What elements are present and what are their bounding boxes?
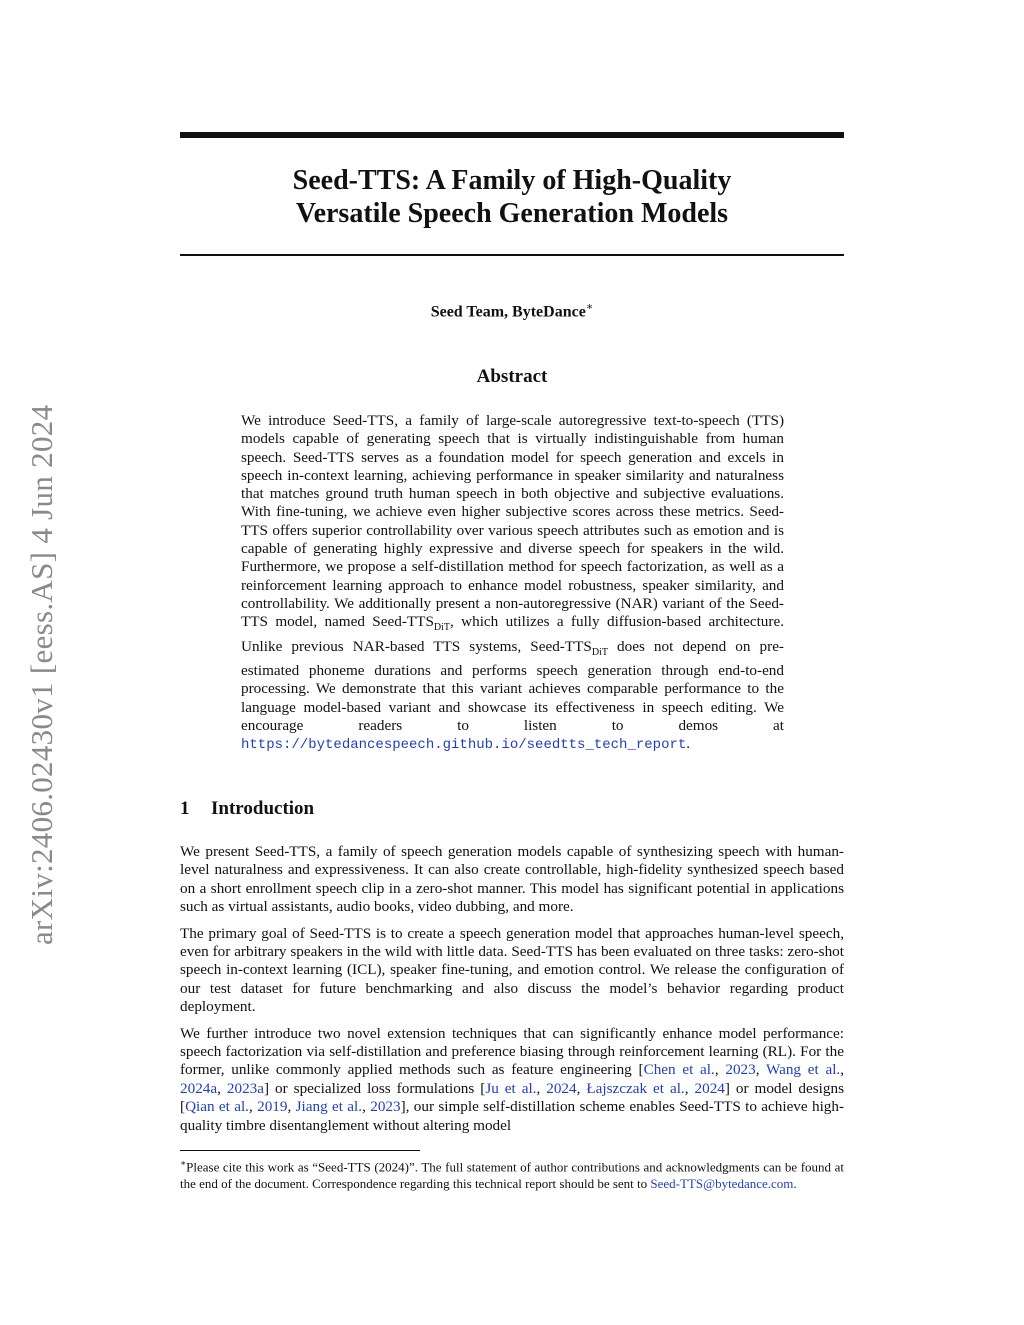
footnote-text: Please cite this work as “Seed-TTS (2024)”. The full statement of author contributions and acknowledgments can be found at the end of the document. Correspondence regarding this technical report should be sent to	[180, 1159, 844, 1191]
abstract-text: We introduce Seed-TTS, a family of large-scale autoregressive text-to-speech (TTS) models capable of generating speech that is virtually indistinguishable from human speech. Seed-TTS serves as a foundation model for speech generation and excels in speech in-context learning, achieving performance in speaker similarity and naturalness that matches ground truth human speech in both objective and subjective evaluations. With fine-tuning, we achieve even higher subjective scores across these metrics. Seed-TTS offers superior controllability over various speech attributes such as emotion and is capable of generating highly expressive and diverse speech for speakers in the wild. Furthermore, we propose a self-distillation method for speech factorization, as well as a reinforcement learning approach to enhance model robustness, speaker similarity, and controllability. We additionally present a non-autoregressive (NAR) variant of the Seed-TTS model, named Seed-TTS	[241, 412, 784, 631]
citation-link[interactable]: Wang et al.	[765, 1061, 841, 1079]
paragraph-text: ] or model designs [	[180, 1079, 844, 1116]
paragraph-text: ] or specialized loss formulations [	[264, 1079, 486, 1097]
citation-link[interactable]: Chen et al.	[643, 1061, 715, 1079]
paragraph-2: The primary goal of Seed-TTS is to create a speech generation model that approaches human-level speech, even for arbitrary speakers in the wild with little data. Seed-TTS has been evaluated on three tasks: zero-shot speech in-context learning (ICL), speaker fine-tuning, and emotion control. We release the configuration of our test dataset for future benchmarking and also discuss the model’s behavior regarding product deployment.	[180, 924, 844, 1016]
abstract-heading: Abstract	[476, 366, 548, 387]
abstract-text: .	[686, 735, 691, 753]
footnote-mark: ∗	[180, 1158, 187, 1168]
footnote	[180, 1155, 844, 1192]
citation-link[interactable]: Jiang et al.	[295, 1098, 363, 1116]
abstract-body	[241, 412, 784, 754]
citation-link[interactable]: Ju et al.	[485, 1079, 537, 1097]
abstract-text: does not depend on pre-estimated phoneme durations and performs speech generation through end-to-end processing. We demonstrate that this variant achieves comparable performance to the language model-based variant and showcase its effectiveness in speech editing. We encourage readers to listen to demos at	[241, 637, 784, 734]
title-rule-top	[180, 132, 844, 138]
citation-sep: ,	[217, 1079, 227, 1097]
section-heading	[180, 798, 314, 820]
section-number: 1	[180, 798, 190, 819]
author-footnote-mark: ∗	[585, 301, 594, 313]
introduction-body	[180, 843, 844, 1143]
abstract-text: , which utilizes a fully diffusion-based architecture. Unlike previous NAR-based TTS systems, Seed-TTS	[241, 613, 784, 655]
citation-sep: ,	[576, 1079, 587, 1097]
citation-link[interactable]: 2023	[370, 1098, 401, 1116]
citation-link[interactable]: Łajszczak et al.	[586, 1079, 685, 1097]
subscript-dit: DiT	[591, 646, 608, 658]
citation-link[interactable]: 2019	[257, 1098, 288, 1116]
footnote-end: .	[793, 1175, 797, 1191]
citation-sep: ,	[755, 1061, 766, 1079]
title-line-1: Seed-TTS: A Family of High-Quality	[292, 165, 732, 196]
arxiv-identifier-text: arXiv:2406.02430v1 [eess.AS] 4 Jun 2024	[24, 404, 59, 945]
paragraph-3	[180, 1025, 844, 1135]
citation-sep: ,	[840, 1061, 845, 1079]
citation-sep: ,	[536, 1079, 547, 1097]
citation-sep: ,	[248, 1098, 258, 1116]
citation-sep: ,	[287, 1098, 296, 1116]
citation-link[interactable]: 2023	[725, 1061, 756, 1079]
footnote-rule	[180, 1150, 420, 1151]
citation-link[interactable]: 2023a	[226, 1079, 265, 1097]
citation-sep: ,	[714, 1061, 726, 1079]
citation-sep: ,	[362, 1098, 371, 1116]
citation-link[interactable]: 2024	[694, 1079, 725, 1097]
subscript-dit: DiT	[433, 622, 450, 634]
title-line-2: Versatile Speech Generation Models	[295, 198, 729, 229]
paragraph-text: We further introduce two novel extension techniques that can significantly enhance model performance: speech factorization via self-distillation and preference biasing through reinforcement learning (RL). For the former, unlike commonly applied methods such as feature engineering [	[180, 1024, 844, 1079]
section-title: Introduction	[211, 798, 315, 819]
citation-link[interactable]: 2024	[546, 1079, 577, 1097]
paper-title	[180, 164, 844, 230]
abstract-paragraph	[241, 412, 784, 754]
author-names: Seed Team, ByteDance	[430, 303, 586, 321]
authors	[180, 300, 844, 321]
paragraph-1: We present Seed-TTS, a family of speech generation models capable of synthesizing speech with human-level naturalness and expressiveness. It can also create controllable, high-fidelity synthesized speech based on a short enrollment speech clip in a zero-shot manner. This model has significant potential in applications such as virtual assistants, audio books, video dubbing, and more.	[180, 843, 844, 916]
paragraph-text: ], our simple self-distillation scheme enables Seed-TTS to achieve high-quality timbre disentanglement without altering model	[180, 1098, 845, 1134]
title-rule-bottom	[180, 254, 844, 256]
demo-link[interactable]: https://bytedancespeech.github.io/seedtts_tech_report	[241, 737, 687, 754]
citation-link[interactable]: 2024a	[180, 1079, 218, 1097]
citation-link[interactable]: Qian et al.	[185, 1098, 249, 1116]
contact-email-link[interactable]: Seed-TTS@bytedance.com	[650, 1175, 794, 1191]
citation-sep: ,	[684, 1079, 695, 1097]
